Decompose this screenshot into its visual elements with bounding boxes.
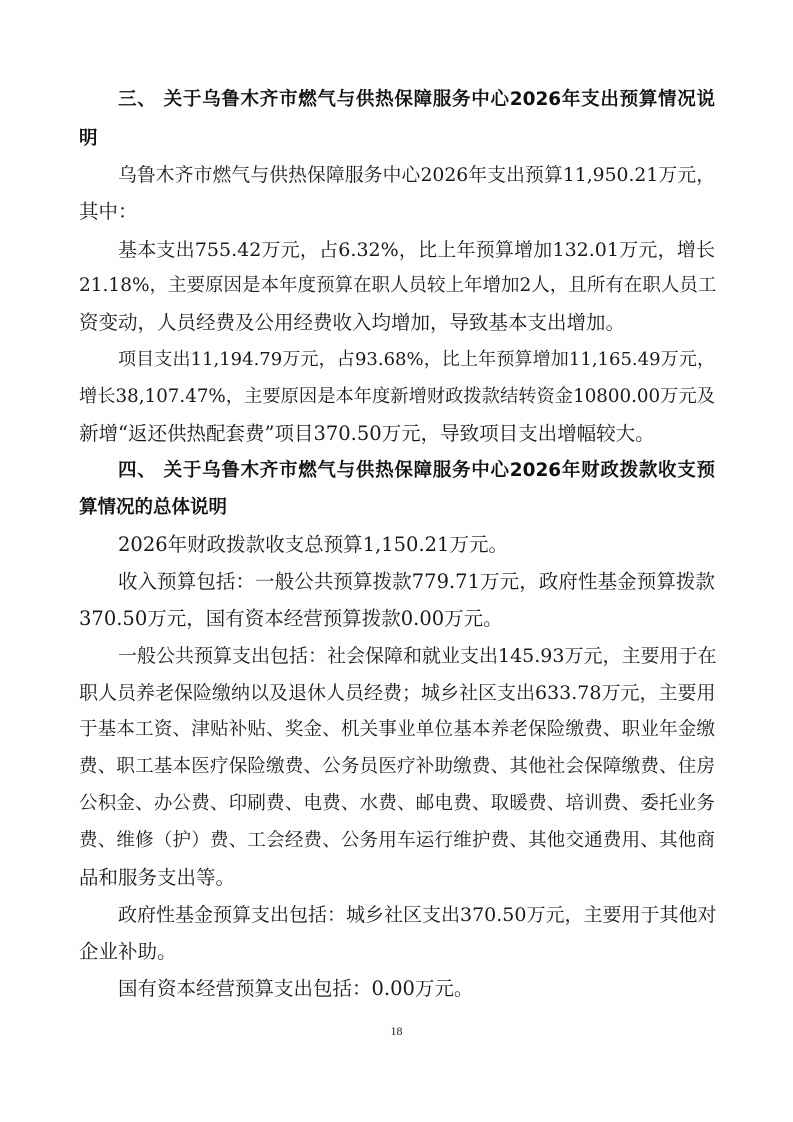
paragraph-line: 企业补助。 bbox=[79, 940, 177, 963]
paragraph-line: 新增“返还供热配套费”项目370.50万元，导致项目支出增幅较大。 bbox=[79, 422, 655, 445]
paragraph-line: 费、维修（护）费、工会经费、公务用车运行维护费、其他交通费用、其他商 bbox=[79, 830, 715, 851]
paragraph-line: 370.50万元，国有资本经营预算拨款0.00万元。 bbox=[79, 607, 503, 630]
paragraph-line: 乌鲁木齐市燃气与供热保障服务中心2026年支出预算11,950.21万元， bbox=[118, 165, 715, 186]
paragraph-line: 增长38,107.47%，主要原因是本年度新增财政拨款结转资金10800.00万元及 bbox=[79, 386, 715, 407]
section-3-heading-line-2: 明 bbox=[79, 128, 98, 149]
paragraph-line: 于基本工资、津贴补贴、奖金、机关事业单位基本养老保险缴费、职业年金缴 bbox=[79, 719, 715, 740]
paragraph-line: 职人员养老保险缴纳以及退休人员经费；城乡社区支出633.78万元，主要用 bbox=[79, 682, 716, 704]
section-4-heading-line-1: 四、 关于乌鲁木齐市燃气与供热保障服务中心2026年财政拨款收支预 bbox=[118, 460, 715, 481]
paragraph-line: 政府性基金预算支出包括：城乡社区支出370.50万元，主要用于其他对 bbox=[118, 904, 717, 926]
paragraph-line: 21.18%，主要原因是本年度预算在职人员较上年增加2人，且所有在职人员工 bbox=[79, 275, 717, 296]
paragraph-line: 基本支出755.42万元，占6.32%，比上年预算增加132.01万元，增长 bbox=[118, 239, 715, 261]
paragraph-line: 其中： bbox=[79, 200, 138, 223]
paragraph-line: 项目支出11,194.79万元，占93.68%，比上年预算增加11,165.49万元， bbox=[118, 349, 715, 370]
paragraph-line: 资变动，人员经费及公用经费收入均增加，导致基本支出增加。 bbox=[79, 311, 626, 334]
page-number: 18 bbox=[390, 1024, 403, 1038]
section-3-heading-line-1: 三、 关于乌鲁木齐市燃气与供热保障服务中心2026年支出预算情况说 bbox=[118, 89, 715, 110]
paragraph-line: 国有资本经营预算支出包括：0.00万元。 bbox=[118, 977, 474, 1000]
paragraph-line: 2026年财政拨款收支总预算1,150.21万元。 bbox=[118, 533, 508, 556]
section-4-heading-line-2: 算情况的总体说明 bbox=[79, 497, 228, 518]
paragraph-line: 收入预算包括：一般公共预算拨款779.71万元，政府性基金预算拨款 bbox=[118, 570, 715, 593]
paragraph-line: 费、职工基本医疗保险缴费、公务员医疗补助缴费、其他社会保障缴费、住房 bbox=[79, 756, 715, 777]
paragraph-line: 品和服务支出等。 bbox=[79, 866, 236, 889]
paragraph-line: 一般公共预算支出包括：社会保障和就业支出145.93万元，主要用于在 bbox=[118, 645, 717, 667]
paragraph-line: 公积金、办公费、印刷费、电费、水费、邮电费、取暖费、培训费、委托业务 bbox=[79, 793, 715, 814]
